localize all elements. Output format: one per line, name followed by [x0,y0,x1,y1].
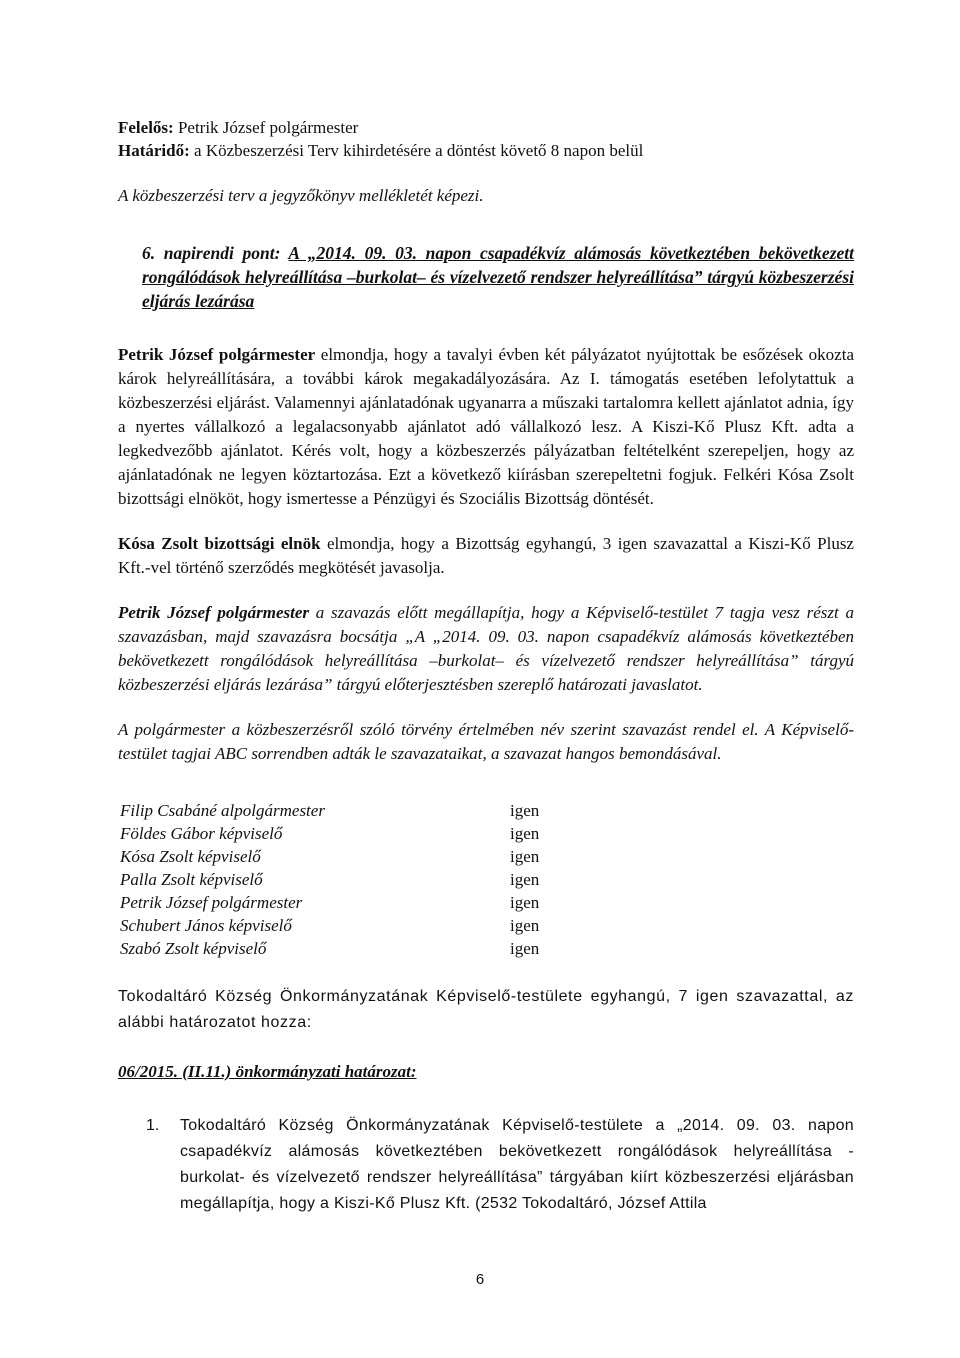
statement-text: elmondja, hogy a tavalyi évben két pályázatot nyújtottak be esőzések okozta károk helyreállítására, a további károk megakadályozására. Az I. támogatás esetében lefolytattuk a közbeszerzési eljárást. Valamennyi ajánlatadónak ugyanarra a műszaki tartalomra kellett ajánlatot adnia, így a nyertes vállalkozó a legalacsonyabb ajánlatot adó vállalkozó lesz. A Kiszi-Kő Plusz Kft. adta a legkedvezőbb ajánlatot. Kérés volt, hogy a közbeszerzés pályázatban feltételként szerepeljen, hogy az ajánlatadónak ne legyen köztartozása. Ezt a következő kiírásban szerepeltetni fogjuk. Felkéri Kósa Zsolt bizottsági elnököt, hogy ismertesse a Pénzügyi és Szociális Bizottság döntését. [118,345,854,508]
page-number: 6 [475,1271,485,1288]
mayor-statement [118,343,854,511]
statement-text: a szavazás előtt megállapítja, hogy a Képviselő-testület 7 tagja vesz részt a szavazásban, majd szavazásra bocsátja „A „2014. 09. 03. napon csapadékvíz alámosás következtében bekövetkezett rongálódások helyreállítása –burkolat– és vízelvezető rendszer helyreállítása” tárgyú közbeszerzési eljárás lezárása” tárgyú előterjesztésben szereplő határozati javaslatot. [118,603,854,694]
agenda-title: A „2014. 09. 03. napon csapadékvíz alámosás következtében bekövetkezett rongálódások helyreállítása –burkolat– és vízelvezető rendszer helyreállítása” tárgyú közbeszerzési eljárás lezárása [142,243,855,311]
vote-member-name: Petrik József polgármester [120,893,303,912]
resolution-item [146,1113,854,1217]
deadline-value: a Közbeszerzési Terv kihirdetésére a döntést követő 8 napon belül [189,141,644,160]
item-number: 1. [146,1117,160,1134]
roll-call-note: A polgármester a közbeszerzésről szóló törvény értelmében név szerint szavazást rendel el. A Képviselő-testület tagjai ABC sorrendben adták le szavazataikat, a szavazat hangos bemondásával. [118,720,854,763]
document-page [118,116,854,1217]
deadline-line [118,139,854,162]
speaker-name: Petrik József polgármester [118,603,310,622]
item-text: Tokodaltáró Község Önkormányzatának Képviselő-testülete a „2014. 09. 03. napon csapadékvíz alámosás következtében bekövetkezett rongálódások helyreállítása - burkolat- és vízelvezető rendszer helyreállítása” tárgyában kiírt közbeszerzési eljárásban megállapítja, hogy a Kiszi-Kő Plusz Kft. (2532 Tokodaltáró, József Attila [180,1117,854,1212]
agenda-prefix: 6. napirendi pont: [142,243,289,263]
vote-value: igen [510,801,540,820]
vote-member-name: Szabó Zsolt képviselő [120,939,267,958]
vote-announcement [118,601,854,697]
vote-member-name: Schubert János képviselő [120,916,292,935]
decision-intro: Tokodaltáró Község Önkormányzatának Képviselő-testülete egyhangú, 7 igen szavazattal, az alábbi határozatot hozza: [118,988,854,1031]
responsible-value: Petrik József polgármester [173,118,359,137]
agenda-heading [142,241,854,313]
vote-list [120,799,854,960]
speaker-name: Petrik József polgármester [118,345,316,364]
vote-value: igen [510,939,540,958]
attachment-note: A közbeszerzési terv a jegyzőkönyv mellékletét képezi. [118,186,484,205]
committee-statement [118,532,854,580]
responsible-line [118,116,854,139]
resolution-title: 06/2015. (II.11.) önkormányzati határozat: [118,1062,417,1081]
vote-member-name: Filip Csabáné alpolgármester [120,801,325,820]
vote-value: igen [510,870,540,889]
vote-value: igen [510,916,540,935]
deadline-label: Határidő: [118,141,190,160]
vote-value: igen [510,824,540,843]
speaker-name: Kósa Zsolt bizottsági elnök [118,534,321,553]
responsible-label: Felelős: [118,118,174,137]
vote-member-name: Kósa Zsolt képviselő [120,847,261,866]
vote-value: igen [510,893,540,912]
vote-member-name: Palla Zsolt képviselő [120,870,263,889]
statement-text: elmondja, hogy a Bizottság egyhangú, 3 igen szavazattal a Kiszi-Kő Plusz Kft.-vel történő szerződés megkötését javasolja. [118,534,854,577]
vote-value: igen [510,847,540,866]
vote-member-name: Földes Gábor képviselő [120,824,283,843]
